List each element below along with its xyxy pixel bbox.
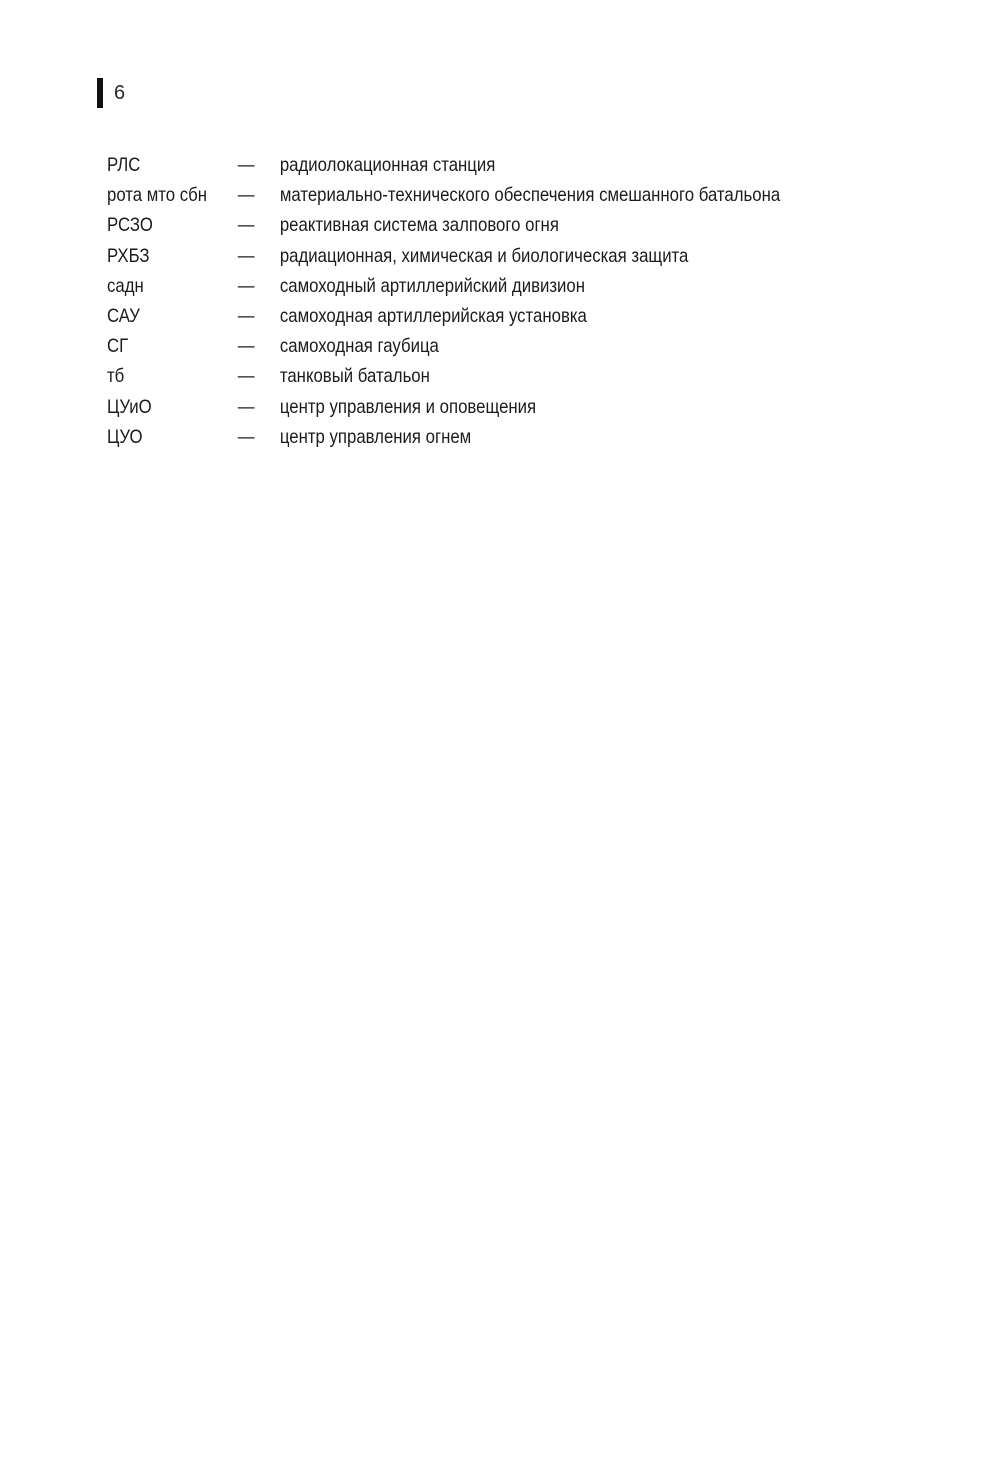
abbreviation-definition: центр управления и оповещения [279, 395, 537, 418]
abbreviation-dash: — [237, 214, 255, 237]
abbreviation-row [107, 331, 812, 361]
abbreviation-dash: — [237, 395, 255, 418]
abbreviation-term: РХБЗ [107, 244, 150, 267]
abbreviation-dash: — [237, 335, 255, 358]
abbreviation-definition: радиолокационная станция [279, 154, 496, 176]
abbreviation-definition: реактивная система залпового огня [279, 214, 559, 237]
abbreviation-definition: самоходный артиллерийский дивизион [279, 274, 586, 297]
abbreviation-term: ЦУиО [107, 395, 152, 418]
abbreviation-definition: танковый батальон [279, 365, 430, 388]
abbreviation-term: СГ [107, 335, 129, 358]
abbreviation-term: рота мто сбн [107, 184, 208, 207]
abbreviation-row [107, 361, 812, 391]
page-header [97, 78, 125, 108]
abbreviation-definition: материально-технического обеспечения смешанного батальона [279, 184, 781, 207]
abbreviation-term: ЦУО [107, 425, 143, 448]
abbreviation-dash: — [237, 365, 255, 388]
abbreviation-row [107, 180, 812, 210]
abbreviation-row [107, 210, 812, 240]
abbreviation-definition: центр управления огнем [279, 425, 472, 448]
abbreviation-row [107, 392, 812, 422]
abbreviation-term: РСЗО [107, 214, 153, 237]
abbreviation-dash: — [237, 425, 255, 448]
abbreviation-row [107, 271, 812, 301]
abbreviation-term: РЛС [107, 154, 141, 176]
abbreviation-definition: радиационная, химическая и биологическая защита [279, 244, 689, 267]
abbreviation-dash: — [237, 304, 255, 327]
abbreviation-dash: — [237, 154, 255, 176]
page-number: 6 [114, 82, 126, 104]
abbreviation-term: САУ [107, 304, 140, 327]
abbreviation-row [107, 241, 812, 271]
abbreviation-definition: самоходная гаубица [279, 335, 439, 358]
abbreviation-dash: — [237, 274, 255, 297]
abbreviation-dash: — [237, 184, 255, 207]
abbreviation-dash: — [237, 244, 255, 267]
abbreviation-row [107, 301, 812, 331]
page-marker-bar [97, 78, 103, 108]
abbreviation-term: тб [107, 365, 125, 388]
abbreviation-row [107, 150, 812, 180]
abbreviation-list [107, 150, 927, 452]
abbreviation-row [107, 422, 812, 452]
abbreviation-term: садн [107, 274, 144, 297]
abbreviation-definition: самоходная артиллерийская установка [279, 304, 587, 327]
